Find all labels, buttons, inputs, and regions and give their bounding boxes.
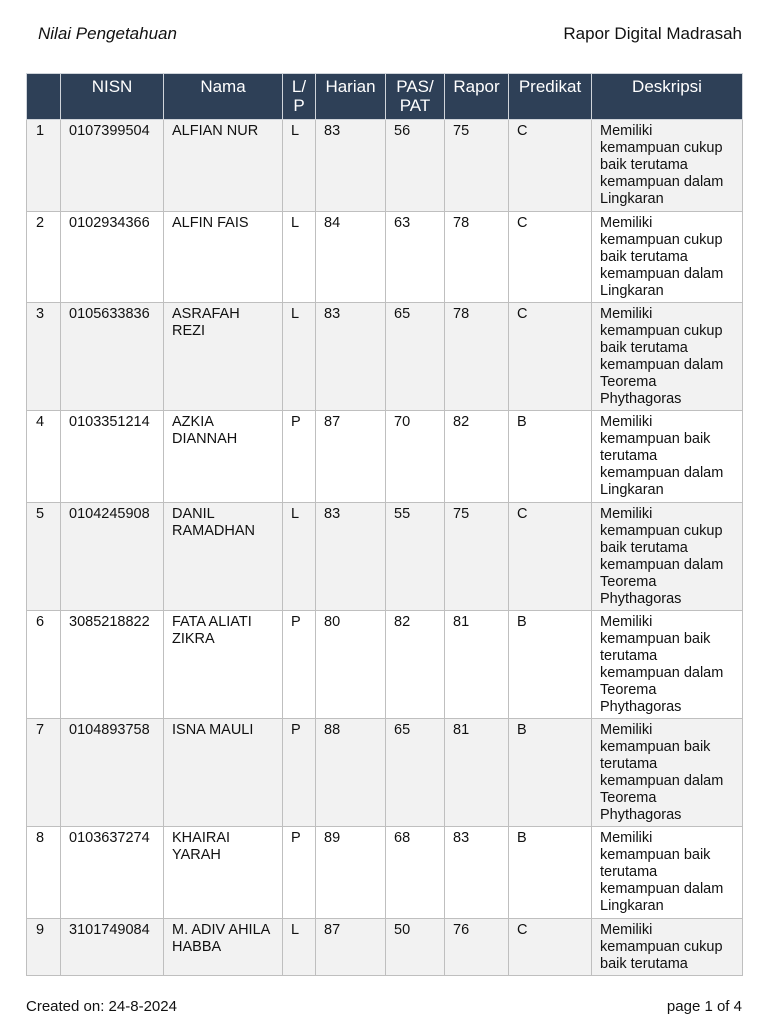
- col-header-nama: Nama: [164, 74, 283, 120]
- cell-nama: ASRAFAH REZI: [164, 303, 283, 411]
- cell-nama: ALFIAN NUR: [164, 120, 283, 212]
- grades-table: [26, 73, 743, 976]
- col-header-deskripsi: Deskripsi: [592, 74, 743, 120]
- cell-lp: L: [283, 212, 316, 303]
- cell-pas: 68: [386, 827, 445, 919]
- created-date: Created on: 24-8-2024: [26, 998, 177, 1015]
- cell-lp: L: [283, 120, 316, 212]
- col-header-harian: Harian: [316, 74, 386, 120]
- cell-deskripsi: Memiliki kemampuan baik terutama kemampuan dalam Lingkaran: [592, 827, 743, 919]
- report-app-title: Rapor Digital Madrasah: [563, 24, 742, 43]
- table-row: [27, 303, 743, 411]
- cell-pas: 56: [386, 120, 445, 212]
- cell-no: 5: [27, 503, 61, 611]
- table-row: [27, 411, 743, 503]
- cell-nama: ISNA MAULI: [164, 719, 283, 827]
- cell-no: 1: [27, 120, 61, 212]
- table-header-row: [27, 74, 743, 120]
- cell-nama: AZKIA DIANNAH: [164, 411, 283, 503]
- cell-rapor: 75: [445, 120, 509, 212]
- cell-harian: 83: [316, 303, 386, 411]
- cell-no: 7: [27, 719, 61, 827]
- table-row: [27, 212, 743, 303]
- cell-nisn: 0103351214: [61, 411, 164, 503]
- table-row: [27, 120, 743, 212]
- report-subject-title: Nilai Pengetahuan: [38, 24, 177, 43]
- cell-nisn: 0103637274: [61, 827, 164, 919]
- cell-harian: 87: [316, 411, 386, 503]
- table-row: [27, 919, 743, 976]
- page-number: page 1 of 4: [666, 998, 742, 1015]
- cell-no: 2: [27, 212, 61, 303]
- cell-pas: 65: [386, 303, 445, 411]
- cell-lp: P: [283, 827, 316, 919]
- cell-rapor: 83: [445, 827, 509, 919]
- cell-lp: L: [283, 919, 316, 976]
- cell-lp: P: [283, 411, 316, 503]
- cell-lp: L: [283, 503, 316, 611]
- cell-harian: 83: [316, 503, 386, 611]
- col-header-predikat: Predikat: [509, 74, 592, 120]
- cell-deskripsi: Memiliki kemampuan cukup baik terutama kemampuan dalam Lingkaran: [592, 212, 743, 303]
- cell-harian: 89: [316, 827, 386, 919]
- cell-nama: M. ADIV AHILA HABBA: [164, 919, 283, 976]
- cell-predikat: C: [509, 303, 592, 411]
- cell-nama: KHAIRAI YARAH: [164, 827, 283, 919]
- cell-lp: P: [283, 719, 316, 827]
- cell-predikat: C: [509, 212, 592, 303]
- table-row: [27, 503, 743, 611]
- col-header-nisn: NISN: [61, 74, 164, 120]
- cell-predikat: B: [509, 719, 592, 827]
- cell-lp: P: [283, 611, 316, 719]
- cell-predikat: C: [509, 503, 592, 611]
- cell-nisn: 0105633836: [61, 303, 164, 411]
- cell-nisn: 3101749084: [61, 919, 164, 976]
- cell-no: 9: [27, 919, 61, 976]
- cell-deskripsi: Memiliki kemampuan cukup baik terutama: [592, 919, 743, 976]
- cell-pas: 70: [386, 411, 445, 503]
- cell-harian: 83: [316, 120, 386, 212]
- cell-harian: 88: [316, 719, 386, 827]
- cell-nisn: 0104893758: [61, 719, 164, 827]
- cell-predikat: C: [509, 120, 592, 212]
- cell-pas: 63: [386, 212, 445, 303]
- cell-harian: 84: [316, 212, 386, 303]
- cell-predikat: B: [509, 611, 592, 719]
- cell-predikat: B: [509, 411, 592, 503]
- cell-deskripsi: Memiliki kemampuan cukup baik terutama kemampuan dalam Lingkaran: [592, 120, 743, 212]
- cell-pas: 65: [386, 719, 445, 827]
- cell-deskripsi: Memiliki kemampuan cukup baik terutama kemampuan dalam Teorema Phythagoras: [592, 503, 743, 611]
- cell-nama: ALFIN FAIS: [164, 212, 283, 303]
- cell-pas: 55: [386, 503, 445, 611]
- col-header-lp: L/ P: [283, 74, 316, 120]
- cell-rapor: 76: [445, 919, 509, 976]
- cell-no: 3: [27, 303, 61, 411]
- cell-rapor: 81: [445, 719, 509, 827]
- cell-nama: DANIL RAMADHAN: [164, 503, 283, 611]
- cell-no: 8: [27, 827, 61, 919]
- cell-rapor: 78: [445, 303, 509, 411]
- cell-nisn: 0102934366: [61, 212, 164, 303]
- cell-deskripsi: Memiliki kemampuan cukup baik terutama kemampuan dalam Teorema Phythagoras: [592, 303, 743, 411]
- cell-rapor: 78: [445, 212, 509, 303]
- cell-pas: 50: [386, 919, 445, 976]
- table-row: [27, 611, 743, 719]
- cell-harian: 87: [316, 919, 386, 976]
- cell-nisn: 0104245908: [61, 503, 164, 611]
- cell-rapor: 82: [445, 411, 509, 503]
- cell-nama: FATA ALIATI ZIKRA: [164, 611, 283, 719]
- cell-predikat: C: [509, 919, 592, 976]
- cell-predikat: B: [509, 827, 592, 919]
- cell-no: 4: [27, 411, 61, 503]
- col-header-pas: PAS/ PAT: [386, 74, 445, 120]
- cell-rapor: 75: [445, 503, 509, 611]
- cell-deskripsi: Memiliki kemampuan baik terutama kemampuan dalam Teorema Phythagoras: [592, 611, 743, 719]
- cell-rapor: 81: [445, 611, 509, 719]
- table-row: [27, 827, 743, 919]
- cell-lp: L: [283, 303, 316, 411]
- col-header-no: [27, 74, 61, 120]
- col-header-rapor: Rapor: [445, 74, 509, 120]
- cell-harian: 80: [316, 611, 386, 719]
- cell-nisn: 0107399504: [61, 120, 164, 212]
- cell-no: 6: [27, 611, 61, 719]
- cell-deskripsi: Memiliki kemampuan baik terutama kemampuan dalam Lingkaran: [592, 411, 743, 503]
- cell-pas: 82: [386, 611, 445, 719]
- table-row: [27, 719, 743, 827]
- cell-deskripsi: Memiliki kemampuan baik terutama kemampuan dalam Teorema Phythagoras: [592, 719, 743, 827]
- cell-nisn: 3085218822: [61, 611, 164, 719]
